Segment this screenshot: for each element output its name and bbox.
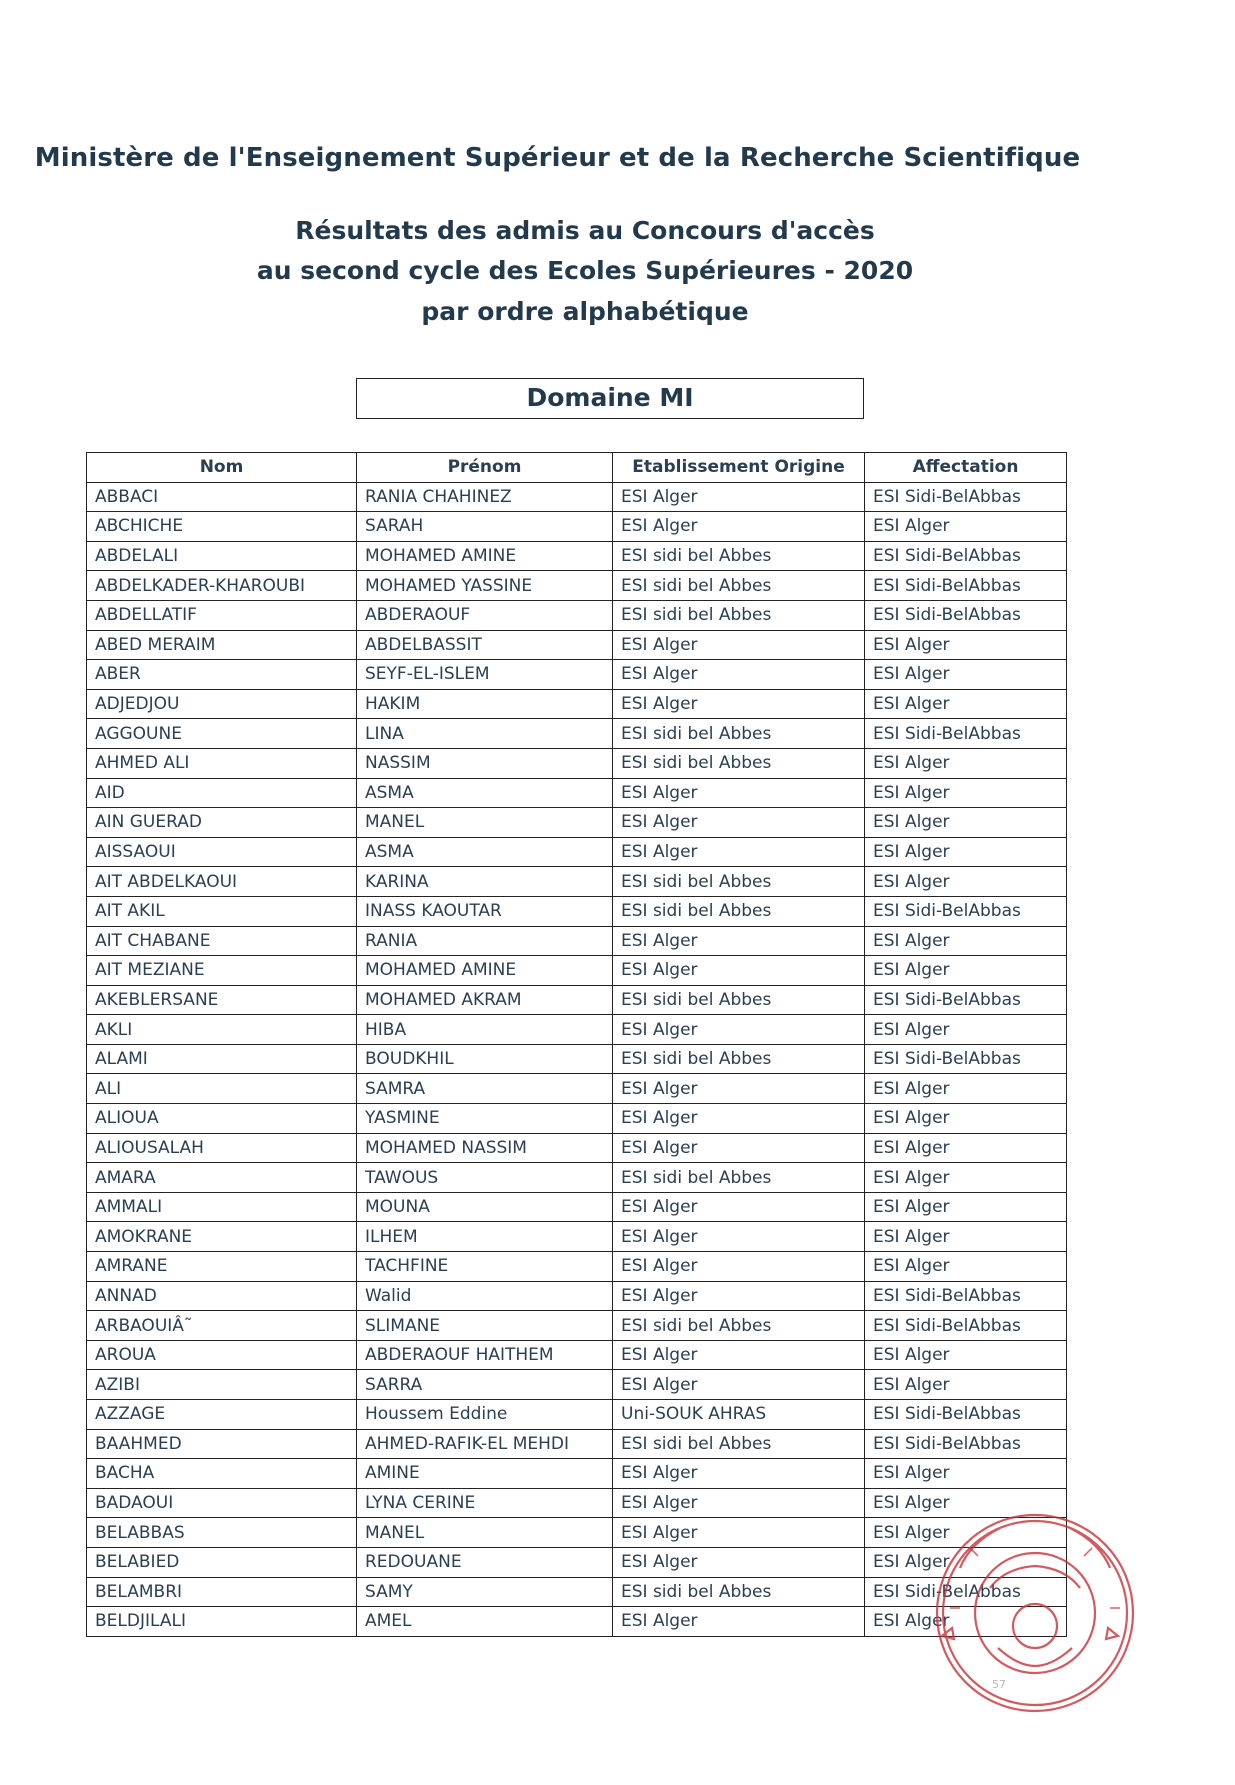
- cell-prenom: MANEL: [357, 808, 613, 838]
- cell-etablissement: ESI sidi bel Abbes: [613, 571, 865, 601]
- cell-nom: ABER: [87, 660, 357, 690]
- cell-affectation: ESI Sidi-BelAbbas: [865, 1577, 1067, 1607]
- domain-label-box: Domaine MI: [356, 378, 864, 419]
- cell-etablissement: ESI Alger: [613, 660, 865, 690]
- cell-affectation: ESI Alger: [865, 748, 1067, 778]
- table-row: [87, 837, 1067, 867]
- cell-affectation: ESI Alger: [865, 1488, 1067, 1518]
- cell-affectation: ESI Alger: [865, 867, 1067, 897]
- cell-nom: ABBACI: [87, 482, 357, 512]
- table-row: [87, 778, 1067, 808]
- cell-nom: AHMED ALI: [87, 748, 357, 778]
- table-row: [87, 1252, 1067, 1282]
- cell-affectation: ESI Sidi-BelAbbas: [865, 1429, 1067, 1459]
- cell-etablissement: ESI sidi bel Abbes: [613, 985, 865, 1015]
- cell-etablissement: ESI Alger: [613, 1281, 865, 1311]
- cell-affectation: ESI Alger: [865, 1547, 1067, 1577]
- cell-prenom: NASSIM: [357, 748, 613, 778]
- cell-etablissement: ESI Alger: [613, 689, 865, 719]
- cell-etablissement: ESI sidi bel Abbes: [613, 1311, 865, 1341]
- cell-etablissement: ESI Alger: [613, 1015, 865, 1045]
- cell-etablissement: ESI Alger: [613, 1607, 865, 1637]
- table-row: [87, 926, 1067, 956]
- cell-etablissement: ESI sidi bel Abbes: [613, 896, 865, 926]
- cell-etablissement: ESI sidi bel Abbes: [613, 1044, 865, 1074]
- cell-etablissement: ESI Alger: [613, 512, 865, 542]
- cell-prenom: MOHAMED YASSINE: [357, 571, 613, 601]
- cell-prenom: INASS KAOUTAR: [357, 896, 613, 926]
- table-row: [87, 1577, 1067, 1607]
- table-row: [87, 1074, 1067, 1104]
- cell-nom: ABDELKADER-KHAROUBI: [87, 571, 357, 601]
- table-row: [87, 1015, 1067, 1045]
- cell-prenom: HAKIM: [357, 689, 613, 719]
- cell-etablissement: ESI sidi bel Abbes: [613, 1577, 865, 1607]
- cell-nom: AGGOUNE: [87, 719, 357, 749]
- cell-etablissement: ESI Alger: [613, 808, 865, 838]
- cell-affectation: ESI Alger: [865, 1370, 1067, 1400]
- cell-nom: BELDJILALI: [87, 1607, 357, 1637]
- cell-prenom: AHMED-RAFIK-EL MEHDI: [357, 1429, 613, 1459]
- cell-prenom: MOUNA: [357, 1192, 613, 1222]
- cell-affectation: ESI Alger: [865, 926, 1067, 956]
- table-row: [87, 1281, 1067, 1311]
- cell-nom: AKEBLERSANE: [87, 985, 357, 1015]
- cell-etablissement: ESI Alger: [613, 482, 865, 512]
- cell-affectation: ESI Sidi-BelAbbas: [865, 541, 1067, 571]
- cell-prenom: MOHAMED AKRAM: [357, 985, 613, 1015]
- admitted-students-table: [86, 452, 1067, 1637]
- cell-prenom: TACHFINE: [357, 1252, 613, 1282]
- table-row: [87, 1400, 1067, 1430]
- table-row: [87, 1044, 1067, 1074]
- table-body: [87, 482, 1067, 1636]
- cell-affectation: ESI Alger: [865, 1104, 1067, 1134]
- cell-nom: BELABBAS: [87, 1518, 357, 1548]
- cell-affectation: ESI Alger: [865, 512, 1067, 542]
- cell-prenom: Houssem Eddine: [357, 1400, 613, 1430]
- cell-nom: AMOKRANE: [87, 1222, 357, 1252]
- cell-nom: ALIOUSALAH: [87, 1133, 357, 1163]
- cell-nom: ANNAD: [87, 1281, 357, 1311]
- cell-prenom: Walid: [357, 1281, 613, 1311]
- cell-affectation: ESI Alger: [865, 1252, 1067, 1282]
- cell-affectation: ESI Sidi-BelAbbas: [865, 482, 1067, 512]
- table-row: [87, 1222, 1067, 1252]
- cell-prenom: ABDELBASSIT: [357, 630, 613, 660]
- cell-etablissement: ESI sidi bel Abbes: [613, 748, 865, 778]
- ministry-heading: Ministère de l'Enseignement Supérieur et de la Recherche Scientifique: [34, 143, 1081, 173]
- cell-etablissement: ESI sidi bel Abbes: [613, 867, 865, 897]
- table-row: [87, 1547, 1067, 1577]
- cell-etablissement: ESI Alger: [613, 1074, 865, 1104]
- cell-etablissement: ESI Alger: [613, 1192, 865, 1222]
- cell-nom: AIN GUERAD: [87, 808, 357, 838]
- cell-affectation: ESI Alger: [865, 1340, 1067, 1370]
- cell-affectation: ESI Alger: [865, 689, 1067, 719]
- table-row: [87, 1311, 1067, 1341]
- cell-affectation: ESI Alger: [865, 1192, 1067, 1222]
- cell-etablissement: ESI Alger: [613, 1547, 865, 1577]
- cell-prenom: TAWOUS: [357, 1163, 613, 1193]
- table-row: [87, 985, 1067, 1015]
- cell-affectation: ESI Sidi-BelAbbas: [865, 1281, 1067, 1311]
- cell-etablissement: ESI Alger: [613, 1222, 865, 1252]
- cell-nom: ADJEDJOU: [87, 689, 357, 719]
- cell-etablissement: Uni-SOUK AHRAS: [613, 1400, 865, 1430]
- cell-nom: ABDELLATIF: [87, 600, 357, 630]
- cell-prenom: AMINE: [357, 1459, 613, 1489]
- cell-affectation: ESI Alger: [865, 1133, 1067, 1163]
- cell-affectation: ESI Sidi-BelAbbas: [865, 1400, 1067, 1430]
- cell-prenom: HIBA: [357, 1015, 613, 1045]
- cell-prenom: KARINA: [357, 867, 613, 897]
- table-row: [87, 1104, 1067, 1134]
- cell-etablissement: ESI Alger: [613, 630, 865, 660]
- cell-nom: AKLI: [87, 1015, 357, 1045]
- cell-nom: ARBAOUIÂ˜: [87, 1311, 357, 1341]
- cell-prenom: REDOUANE: [357, 1547, 613, 1577]
- cell-affectation: ESI Alger: [865, 1222, 1067, 1252]
- cell-affectation: ESI Sidi-BelAbbas: [865, 571, 1067, 601]
- cell-prenom: MOHAMED NASSIM: [357, 1133, 613, 1163]
- cell-etablissement: ESI Alger: [613, 1518, 865, 1548]
- cell-nom: AIT CHABANE: [87, 926, 357, 956]
- cell-prenom: ABDERAOUF HAITHEM: [357, 1340, 613, 1370]
- table-row: [87, 1133, 1067, 1163]
- cell-affectation: ESI Alger: [865, 660, 1067, 690]
- cell-prenom: YASMINE: [357, 1104, 613, 1134]
- cell-nom: ABCHICHE: [87, 512, 357, 542]
- table-row: [87, 1192, 1067, 1222]
- cell-prenom: RANIA: [357, 926, 613, 956]
- cell-etablissement: ESI Alger: [613, 1459, 865, 1489]
- cell-nom: BADAOUI: [87, 1488, 357, 1518]
- cell-nom: BACHA: [87, 1459, 357, 1489]
- cell-prenom: LINA: [357, 719, 613, 749]
- table-row: [87, 512, 1067, 542]
- cell-affectation: ESI Sidi-BelAbbas: [865, 896, 1067, 926]
- results-title-line-1: Résultats des admis au Concours d'accès: [295, 216, 875, 245]
- cell-prenom: SARRA: [357, 1370, 613, 1400]
- cell-prenom: SAMY: [357, 1577, 613, 1607]
- cell-etablissement: ESI Alger: [613, 956, 865, 986]
- table-row: [87, 482, 1067, 512]
- cell-affectation: ESI Sidi-BelAbbas: [865, 985, 1067, 1015]
- cell-etablissement: ESI sidi bel Abbes: [613, 719, 865, 749]
- cell-etablissement: ESI Alger: [613, 1340, 865, 1370]
- cell-prenom: AMEL: [357, 1607, 613, 1637]
- cell-etablissement: ESI Alger: [613, 1370, 865, 1400]
- cell-etablissement: ESI Alger: [613, 1488, 865, 1518]
- cell-nom: AMMALI: [87, 1192, 357, 1222]
- cell-affectation: ESI Alger: [865, 808, 1067, 838]
- cell-prenom: ASMA: [357, 837, 613, 867]
- cell-nom: AMARA: [87, 1163, 357, 1193]
- table-row: [87, 600, 1067, 630]
- column-header-nom: Nom: [87, 453, 357, 483]
- table-row: [87, 1370, 1067, 1400]
- cell-nom: AMRANE: [87, 1252, 357, 1282]
- cell-etablissement: ESI sidi bel Abbes: [613, 600, 865, 630]
- table-row: [87, 1340, 1067, 1370]
- cell-nom: BAAHMED: [87, 1429, 357, 1459]
- cell-nom: AIT AKIL: [87, 896, 357, 926]
- cell-etablissement: ESI Alger: [613, 1104, 865, 1134]
- cell-prenom: MOHAMED AMINE: [357, 541, 613, 571]
- cell-nom: ALAMI: [87, 1044, 357, 1074]
- cell-affectation: ESI Alger: [865, 1015, 1067, 1045]
- column-header-prenom: Prénom: [357, 453, 613, 483]
- table-row: [87, 1163, 1067, 1193]
- cell-affectation: ESI Sidi-BelAbbas: [865, 719, 1067, 749]
- cell-prenom: ABDERAOUF: [357, 600, 613, 630]
- cell-prenom: LYNA CERINE: [357, 1488, 613, 1518]
- table-row: [87, 660, 1067, 690]
- cell-prenom: ILHEM: [357, 1222, 613, 1252]
- table-row: [87, 748, 1067, 778]
- cell-affectation: ESI Alger: [865, 1074, 1067, 1104]
- cell-nom: AROUA: [87, 1340, 357, 1370]
- cell-nom: AZZAGE: [87, 1400, 357, 1430]
- cell-nom: ABDELALI: [87, 541, 357, 571]
- cell-affectation: ESI Alger: [865, 778, 1067, 808]
- cell-affectation: ESI Alger: [865, 837, 1067, 867]
- table-row: [87, 1488, 1067, 1518]
- table-row: [87, 1518, 1067, 1548]
- results-title-line-3: par ordre alphabétique: [421, 297, 749, 326]
- cell-etablissement: ESI sidi bel Abbes: [613, 541, 865, 571]
- table-header-row: [87, 453, 1067, 483]
- cell-affectation: ESI Alger: [865, 1459, 1067, 1489]
- table-row: [87, 1429, 1067, 1459]
- cell-etablissement: ESI sidi bel Abbes: [613, 1429, 865, 1459]
- column-header-etablissement: Etablissement Origine: [613, 453, 865, 483]
- table-row: [87, 630, 1067, 660]
- table-row: [87, 571, 1067, 601]
- cell-affectation: ESI Alger: [865, 1163, 1067, 1193]
- table-row: [87, 956, 1067, 986]
- cell-prenom: RANIA CHAHINEZ: [357, 482, 613, 512]
- cell-prenom: MOHAMED AMINE: [357, 956, 613, 986]
- cell-prenom: SAMRA: [357, 1074, 613, 1104]
- cell-nom: ALI: [87, 1074, 357, 1104]
- cell-etablissement: ESI Alger: [613, 837, 865, 867]
- cell-prenom: SLIMANE: [357, 1311, 613, 1341]
- cell-prenom: BOUDKHIL: [357, 1044, 613, 1074]
- cell-nom: AIT ABDELKAOUI: [87, 867, 357, 897]
- cell-affectation: ESI Sidi-BelAbbas: [865, 600, 1067, 630]
- table-row: [87, 867, 1067, 897]
- cell-prenom: ASMA: [357, 778, 613, 808]
- table-row: [87, 689, 1067, 719]
- cell-etablissement: ESI Alger: [613, 1252, 865, 1282]
- table-row: [87, 719, 1067, 749]
- cell-etablissement: ESI Alger: [613, 1133, 865, 1163]
- cell-affectation: ESI Alger: [865, 1518, 1067, 1548]
- table-row: [87, 541, 1067, 571]
- table-row: [87, 1607, 1067, 1637]
- cell-affectation: ESI Alger: [865, 956, 1067, 986]
- cell-prenom: SEYF-EL-ISLEM: [357, 660, 613, 690]
- table-row: [87, 1459, 1067, 1489]
- table-row: [87, 808, 1067, 838]
- cell-etablissement: ESI sidi bel Abbes: [613, 1163, 865, 1193]
- cell-nom: AID: [87, 778, 357, 808]
- cell-nom: AIT MEZIANE: [87, 956, 357, 986]
- cell-nom: ABED MERAIM: [87, 630, 357, 660]
- cell-nom: BELABIED: [87, 1547, 357, 1577]
- cell-etablissement: ESI Alger: [613, 778, 865, 808]
- cell-prenom: MANEL: [357, 1518, 613, 1548]
- cell-affectation: ESI Sidi-BelAbbas: [865, 1311, 1067, 1341]
- cell-etablissement: ESI Alger: [613, 926, 865, 956]
- cell-affectation: ESI Sidi-BelAbbas: [865, 1044, 1067, 1074]
- cell-nom: ALIOUA: [87, 1104, 357, 1134]
- cell-prenom: SARAH: [357, 512, 613, 542]
- cell-nom: AZIBI: [87, 1370, 357, 1400]
- stamp-page-number: 57: [992, 1678, 1006, 1691]
- results-title-line-2: au second cycle des Ecoles Supérieures - 2020: [256, 256, 914, 285]
- cell-nom: AISSAOUI: [87, 837, 357, 867]
- official-stamp: [930, 1508, 1140, 1718]
- cell-affectation: ESI Alger: [865, 630, 1067, 660]
- cell-affectation: ESI Alger: [865, 1607, 1067, 1637]
- table-row: [87, 896, 1067, 926]
- column-header-affectation: Affectation: [865, 453, 1067, 483]
- cell-nom: BELAMBRI: [87, 1577, 357, 1607]
